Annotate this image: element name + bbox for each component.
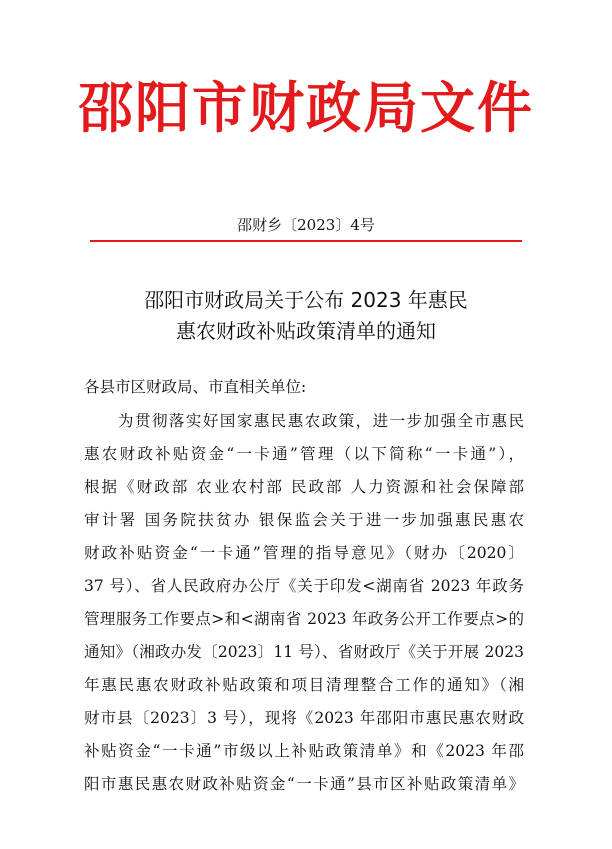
body-line: 惠农财政补贴资金“一卡通”管理（以下简称“一卡通”）， — [84, 445, 524, 463]
body-line: 阳市惠民惠农财政补贴资金“一卡通”县市区补贴政策清单》 — [84, 775, 524, 793]
document-title-line-1: 邵阳市财政局关于公布 2023 年惠民 — [144, 288, 468, 312]
red-divider-rule — [90, 240, 522, 242]
body-line: 审计署 国务院扶贫办 银保监会关于进一步加强惠民惠农 — [84, 511, 524, 529]
body-line: 通知》（湘政办发〔2023〕11 号）、省财政厅《关于开展 2023 — [84, 643, 524, 661]
document-title-line-2: 惠农财政补贴政策清单的通知 — [176, 319, 436, 343]
body-line: 为贯彻落实好国家惠民惠农政策，进一步加强全市惠民 — [118, 412, 524, 430]
body-line: 财政补贴资金“一卡通”管理的指导意见》（财办〔2020〕 — [84, 544, 524, 562]
body-line: 37 号）、省人民政府办公厅《关于印发<湖南省 2023 年政务 — [84, 577, 524, 595]
body-line: 财市县〔2023〕3 号），现将《2023 年邵阳市惠民惠农财政 — [84, 709, 524, 727]
issuer-header-title: 邵阳市财政局文件 — [77, 75, 534, 140]
body-line: 年惠民惠农财政补贴政策和项目清理整合工作的通知》（湘 — [84, 676, 524, 694]
body-line: 根据《财政部 农业农村部 民政部 人力资源和社会保障部 — [84, 478, 524, 496]
body-line: 补贴资金“一卡通”市级以上补贴政策清单》和《2023 年邵 — [84, 742, 524, 760]
document-number: 邵财乡〔2023〕4号 — [237, 216, 375, 234]
body-line: 管理服务工作要点>和<湖南省 2023 年政务公开工作要点>的 — [84, 610, 524, 628]
salutation: 各县市区财政局、市直相关单位: — [84, 378, 307, 396]
